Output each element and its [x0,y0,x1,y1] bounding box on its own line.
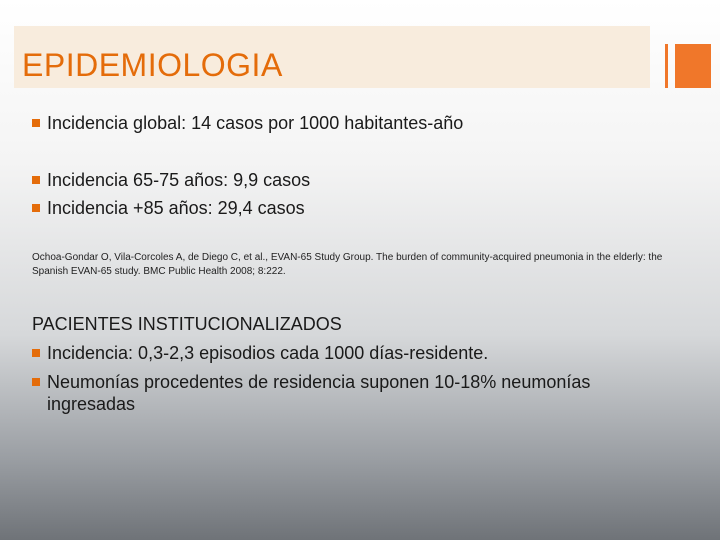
bullet-item-residence-pneumonia [32,371,672,415]
bullet-text: Incidencia global: 14 casos por 1000 habitantes-año [47,113,464,133]
slide-title: EPIDEMIOLOGIA [22,47,283,83]
bullet-item-residence-incidence [32,342,488,364]
reference-citation: Ochoa-Gondar O, Vila-Corcoles A, de Diego C, et al., EVAN-65 Study Group. The burden of community-acquired pneumonia in the elderly: the Spanish EVAN-65 study. BMC Public Health 2008; 8:222. [32,252,663,277]
bullet-text: Neumonías procedentes de residencia suponen 10-18% neumonías ingresadas [47,372,591,414]
square-bullet-icon [32,176,40,184]
bullet-item-incidence-85 [32,197,305,219]
section-heading: PACIENTES INSTITUCIONALIZADOS [32,314,342,334]
bullet-item-global-incidence [32,112,463,134]
accent-bar-thick [675,44,711,88]
square-bullet-icon [32,119,40,127]
bullet-item-incidence-65-75 [32,169,310,191]
bullet-text: Incidencia +85 años: 29,4 casos [47,198,305,218]
square-bullet-icon [32,378,40,386]
square-bullet-icon [32,349,40,357]
bullet-text: Incidencia: 0,3-2,3 episodios cada 1000 días-residente. [47,343,489,363]
square-bullet-icon [32,204,40,212]
bullet-text: Incidencia 65-75 años: 9,9 casos [47,170,311,190]
accent-bar-thin [665,44,668,88]
